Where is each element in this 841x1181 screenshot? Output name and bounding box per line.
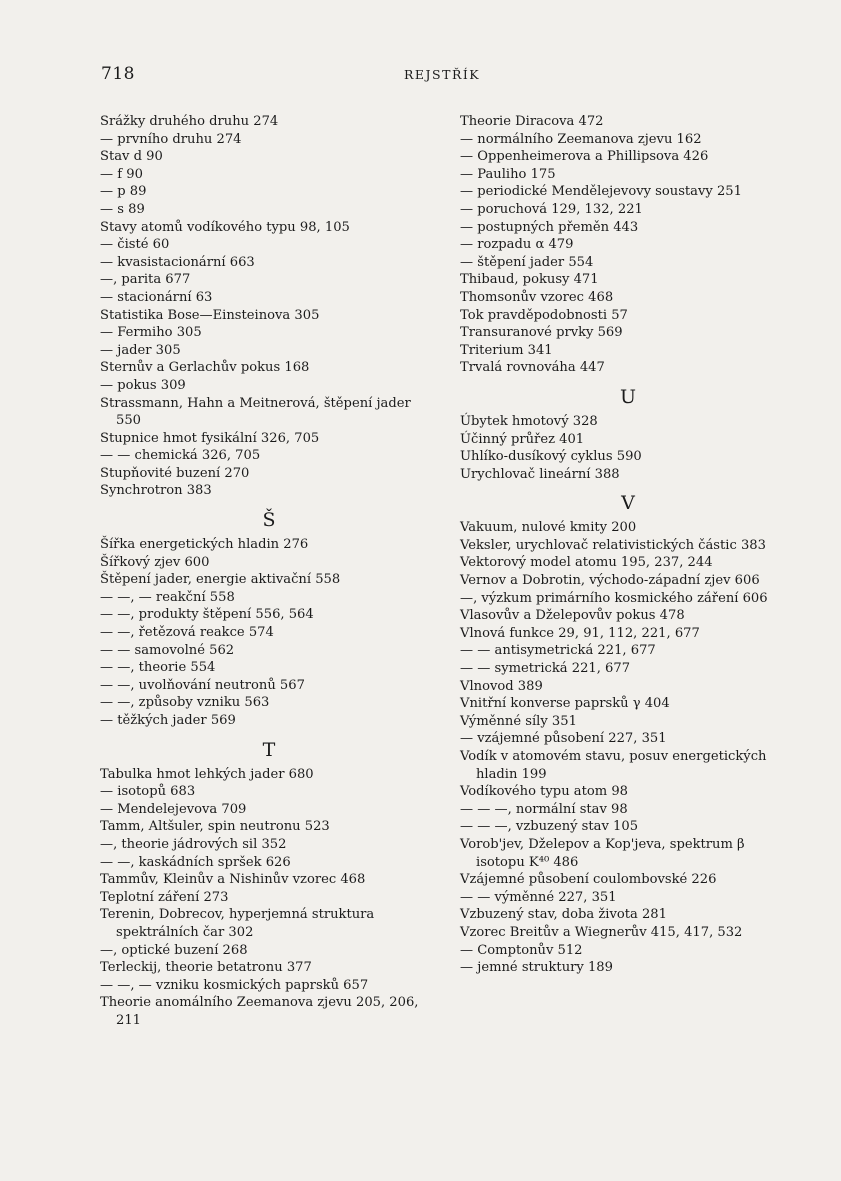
index-entry: Urychlovač lineární 388 [460,466,620,482]
index-entry: Vzorec Breitův a Wiegnerův 415, 417, 532 [460,924,743,940]
index-entry: Tamm, Altšuler, spin neutronu 523 [100,819,330,835]
index-entry: Úbytek hmotový 328 [460,413,598,429]
running-title: REJSTŘÍK [404,67,481,82]
section-letter-t: T [262,738,276,761]
index-entry: — —, řetězová reakce 574 [100,625,274,641]
index-entry: — čisté 60 [100,237,170,253]
index-entry: — Mendelejevova 709 [100,801,247,817]
index-entry: Thibaud, pokusy 471 [460,272,599,288]
index-column-left [100,113,438,1030]
index-entry: Terenin, Dobrecov, hyperjemná struktura spektrálních čar 302 [100,907,375,940]
index-entry: — — samovolné 562 [100,642,235,658]
index-entry: — isotopů 683 [100,784,196,800]
index-entry: — —, uvolňování neutronů 567 [100,677,305,693]
page-number: 718 [101,64,135,84]
index-entry: Trvalá rovnováha 447 [460,360,605,376]
index-entry: — těžkých jader 569 [100,713,236,728]
index-entry: —, theorie jádrových sil 352 [100,836,287,852]
index-block-u [460,413,796,483]
index-block-t [100,766,438,1030]
index-entry: Stupňovité buzení 270 [100,465,250,481]
index-entry: Synchrotron 383 [100,483,212,499]
index-entry: — Comptonův 512 [460,942,583,958]
index-entry: Theorie Diracova 472 [460,114,604,129]
index-entry: — normálního Zeemanova zjevu 162 [460,131,702,147]
index-entry: — pokus 309 [100,377,186,393]
section-letter-u: U [619,385,636,408]
index-entry: Uhlíko-dusíkový cyklus 590 [460,449,642,465]
index-entry: Vnitřní konverse paprsků γ 404 [460,696,670,712]
index-entry: Vzájemné působení coulombovské 226 [460,872,717,888]
index-entry: Vlasovův a Dželepovův pokus 478 [460,608,685,624]
index-entry: — s 89 [100,201,145,217]
index-entry: — — —, vzbuzený stav 105 [460,819,639,835]
index-entry: — postupných přeměn 443 [460,219,639,235]
index-entry: — rozpadu α 479 [460,237,574,253]
index-entry: — —, způsoby vzniku 563 [100,695,270,711]
index-entry: — Pauliho 175 [460,166,556,182]
index-entry: Veksler, urychlovač relativistických částic 383 [460,537,766,553]
index-entry: Stav d 90 [100,149,163,165]
index-entry: Transuranové prvky 569 [460,325,623,341]
index-entry: —, výzkum primárního kosmického záření 606 [460,590,768,606]
index-entry: Teplotní záření 273 [100,889,229,905]
index-entry: Vlnovod 389 [460,678,543,694]
index-entry: — — —, normální stav 98 [460,801,628,817]
index-entry: Vakuum, nulové kmity 200 [460,520,637,536]
index-column-right [460,113,796,977]
index-entry: Výměnné síly 351 [460,713,577,729]
index-entry: — jader 305 [100,342,181,358]
index-entry: — —, — reakční 558 [100,589,235,605]
index-entry: Vektorový model atomu 195, 237, 244 [460,555,713,571]
index-entry: —, optické buzení 268 [100,942,248,958]
index-entry: Stupnice hmot fysikální 326, 705 [100,430,320,446]
index-entry: Thomsonův vzorec 468 [460,289,614,305]
index-entry: Stavy atomů vodíkového typu 98, 105 [100,219,350,235]
index-entry: — —, theorie 554 [100,660,216,676]
index-entry: Tok pravděpodobnosti 57 [460,307,628,323]
index-entry: — Oppenheimerova a Phillipsova 426 [460,149,709,165]
index-entry: Srážky druhého druhu 274 [100,114,279,129]
index-entry: — f 90 [100,166,143,182]
index-entry: Terleckij, theorie betatronu 377 [100,960,312,976]
index-block-t-continued [460,113,796,377]
index-entry: —, parita 677 [100,272,191,288]
index-block-s [100,113,438,500]
index-entry: Vlnová funkce 29, 91, 112, 221, 677 [460,625,700,641]
index-entry: — kvasistacionární 663 [100,254,255,270]
index-entry: — štěpení jader 554 [460,254,594,270]
index-entry: Vzbuzený stav, doba života 281 [460,907,667,923]
index-entry: — Fermiho 305 [100,325,202,341]
section-letter-sh: Š [262,509,276,532]
index-entry: — poruchová 129, 132, 221 [460,201,643,217]
index-entry: Šířka energetických hladin 276 [100,537,309,553]
index-entry: Šířkový zjev 600 [100,554,210,570]
index-block-sh [100,536,438,730]
index-entry: Sternův a Gerlachův pokus 168 [100,360,310,376]
section-letter-v: V [621,492,635,515]
index-entry: Tammův, Kleinův a Nishinův vzorec 468 [100,872,366,888]
index-entry: — —, kaskádních spršek 626 [100,854,291,870]
index-entry: — —, — vzniku kosmických paprsků 657 [100,977,369,993]
index-entry: — — symetrická 221, 677 [460,661,631,677]
index-entry: Vodíkového typu atom 98 [460,784,628,800]
index-entry: Účinný průřez 401 [460,431,585,447]
index-entry: Štěpení jader, energie aktivační 558 [100,572,341,588]
index-entry: Vodík v atomovém stavu, posuv energetických hladin 199 [460,749,767,782]
index-entry: — stacionární 63 [100,289,213,305]
index-entry: — vzájemné působení 227, 351 [460,731,667,747]
index-entry: Statistika Bose—Einsteinova 305 [100,307,320,323]
index-entry: — periodické Mendělejevovy soustavy 251 [460,184,742,200]
index-entry: — —, produkty štěpení 556, 564 [100,607,314,623]
index-entry: Vorob'jev, Dželepov a Kop'jeva, spektrum β isotopu K⁴⁰ 486 [460,836,745,870]
index-entry: — p 89 [100,184,147,200]
index-entry: Theorie anomálního Zeemanova zjevu 205, 206, 211 [100,995,419,1028]
index-entry: — — antisymetrická 221, 677 [460,643,656,659]
index-entry: Tabulka hmot lehkých jader 680 [100,766,314,782]
index-entry: — jemné struktury 189 [460,960,613,976]
index-entry: Strassmann, Hahn a Meitnerová, štěpení jader 550 [100,395,411,429]
index-block-v [460,519,796,976]
index-entry: — — chemická 326, 705 [100,448,261,464]
index-entry: — — výměnné 227, 351 [460,889,617,905]
index-entry: — prvního druhu 274 [100,131,242,147]
index-entry: Triterium 341 [460,342,553,358]
index-entry: Vernov a Dobrotin, východo-západní zjev 606 [460,573,760,589]
